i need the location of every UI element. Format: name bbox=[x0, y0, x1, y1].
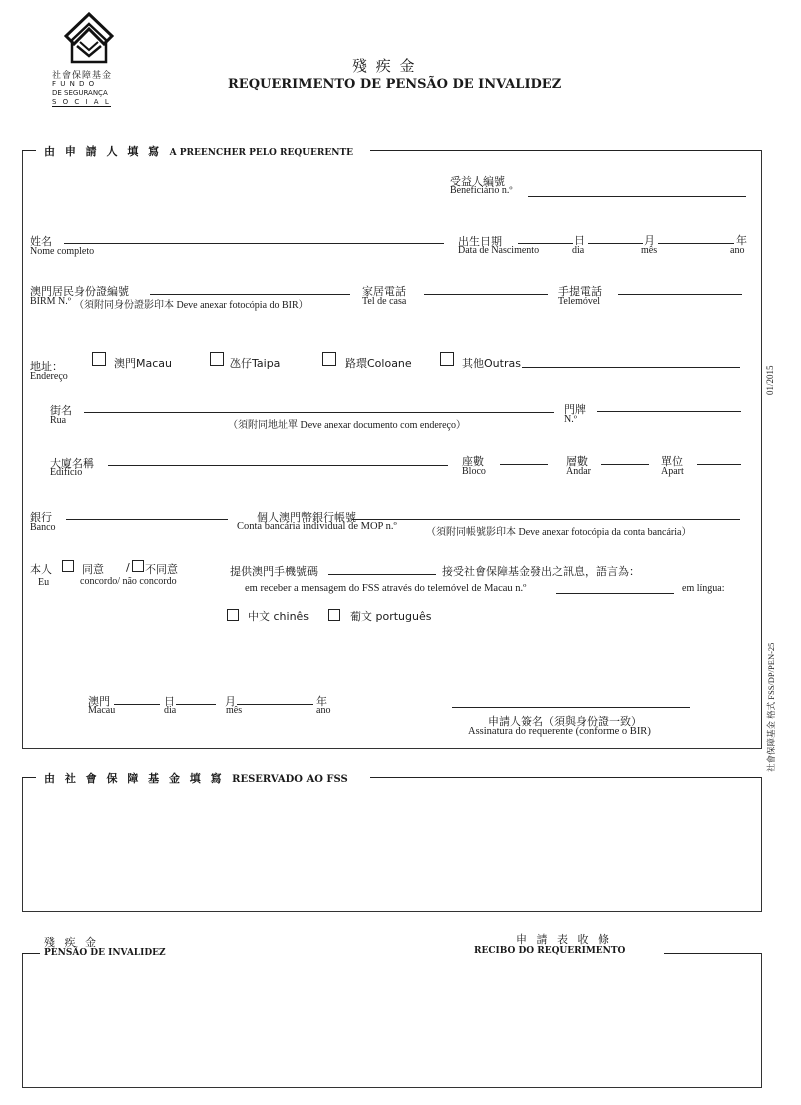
checkbox-others[interactable] bbox=[440, 352, 454, 366]
sms-label-pt-1: em receber a mensagem do FSS através do telemóvel de Macau n.º bbox=[245, 583, 527, 594]
page-title-zh: 殘 疾 金 bbox=[352, 57, 417, 75]
door-label-zh: 門牌 bbox=[564, 403, 586, 416]
logo-pt-3: S O C I A L bbox=[52, 98, 111, 106]
form-version: 01/2015 bbox=[765, 365, 775, 395]
street-note: （須附同地址單 Deve anexar documento com endereço） bbox=[228, 420, 466, 431]
dob-label-zh: 出生日期 bbox=[458, 235, 502, 248]
floor-label-pt: Andar bbox=[566, 466, 591, 477]
others-field[interactable] bbox=[522, 367, 740, 368]
section-receipt-topline bbox=[22, 953, 40, 954]
receipt-title-pt-right: RECIBO DO REQUERIMENTO bbox=[474, 946, 626, 956]
mobile-label-zh: 手提電話 bbox=[558, 285, 602, 298]
dob-label-pt: Data de Nascimento bbox=[458, 245, 540, 256]
home-tel-label-zh: 家居電話 bbox=[362, 285, 406, 298]
section-applicant-title-zh: 由 申 請 人 填 寫 bbox=[44, 145, 163, 158]
sign-month-pt: mês bbox=[226, 705, 243, 716]
logo-zh: 社會保障基金 bbox=[52, 71, 113, 81]
bank-label-pt: Banco bbox=[30, 522, 56, 533]
street-label-zh: 街名 bbox=[50, 404, 72, 417]
signature-field[interactable] bbox=[452, 707, 690, 708]
form-code: 社會保障基金 格式 FSS/DP/PEN-25 bbox=[766, 642, 776, 772]
section-applicant-topline-2 bbox=[370, 150, 761, 151]
page-title-pt: REQUERIMENTO DE PENSÃO DE INVALIDEZ bbox=[228, 77, 562, 92]
lang-portuguese-label: 葡文 português bbox=[350, 610, 432, 623]
sms-label-zh-1: 提供澳門手機號碼 bbox=[230, 565, 318, 578]
birm-field[interactable] bbox=[150, 294, 350, 295]
option-macau-label: 澳門Macau bbox=[114, 357, 172, 370]
building-label-pt: Edifício bbox=[50, 467, 83, 478]
section-fss-topline-2 bbox=[370, 777, 761, 778]
dob-year-pt: ano bbox=[730, 245, 745, 256]
section-receipt-topline-2 bbox=[664, 953, 761, 954]
lang-chinese-checkbox[interactable] bbox=[227, 609, 239, 621]
logo-pt-1: F U N D O bbox=[52, 80, 96, 88]
beneficiary-label-pt: Beneficiário n.º bbox=[450, 185, 513, 196]
home-tel-field[interactable] bbox=[424, 294, 548, 295]
sms-phone-zh-field[interactable] bbox=[328, 574, 436, 575]
dob-year-zh: 年 bbox=[736, 234, 747, 247]
option-taipa-label: 氹仔Taipa bbox=[230, 357, 281, 370]
street-label-pt: Rua bbox=[50, 415, 67, 426]
sign-month-zh: 月 bbox=[225, 695, 236, 708]
sign-day-zh: 日 bbox=[164, 695, 175, 708]
section-applicant-topline bbox=[22, 150, 36, 151]
apart-field[interactable] bbox=[697, 464, 741, 465]
door-label-pt: N.º bbox=[564, 414, 577, 425]
dob-day-field[interactable] bbox=[518, 243, 573, 244]
section-receipt-box[interactable] bbox=[22, 953, 762, 1088]
fss-logo bbox=[52, 12, 132, 112]
consent-agree-checkbox[interactable] bbox=[62, 560, 74, 572]
block-label-pt: Bloco bbox=[462, 466, 486, 477]
dob-day-pt: dia bbox=[572, 245, 585, 256]
address-label-pt: Endereço bbox=[30, 371, 68, 382]
section-fss-topline bbox=[22, 777, 36, 778]
receipt-title-pt-left: PENSÃO DE INVALIDEZ bbox=[44, 948, 166, 958]
option-coloane-label: 路環Coloane bbox=[345, 357, 412, 370]
sign-year-pt: ano bbox=[316, 705, 331, 716]
block-label-zh: 座數 bbox=[462, 455, 484, 468]
sign-year-zh: 年 bbox=[316, 695, 327, 708]
dob-year-field[interactable] bbox=[658, 243, 734, 244]
checkbox-coloane[interactable] bbox=[322, 352, 336, 366]
sign-day-pt: dia bbox=[164, 705, 177, 716]
floor-label-zh: 層數 bbox=[566, 455, 588, 468]
mobile-field[interactable] bbox=[618, 294, 742, 295]
dob-month-zh: 月 bbox=[644, 234, 655, 247]
fss-logo-icon bbox=[64, 12, 114, 64]
sms-label-pt-2: em língua: bbox=[682, 583, 725, 594]
section-fss-title-zh: 由 社 會 保 障 基 金 填 寫 bbox=[44, 772, 225, 785]
dob-day-zh: 日 bbox=[574, 234, 585, 247]
name-field[interactable] bbox=[64, 243, 444, 244]
checkbox-taipa[interactable] bbox=[210, 352, 224, 366]
receipt-title-zh-left: 殘 疾 金 bbox=[44, 936, 99, 949]
address-label-zh: 地址： bbox=[30, 360, 63, 373]
home-tel-label-pt: Tel de casa bbox=[362, 296, 407, 307]
dob-month-field[interactable] bbox=[588, 243, 643, 244]
door-field[interactable] bbox=[597, 411, 741, 412]
consent-disagree-checkbox[interactable] bbox=[132, 560, 144, 572]
building-label-zh: 大廈名稱 bbox=[50, 457, 94, 470]
birm-label-pt: BIRM N.º bbox=[30, 296, 71, 307]
birm-note: （須附同身份證影印本 Deve anexar fotocópia do BIR） bbox=[74, 300, 309, 311]
option-others-label: 其他Outras bbox=[462, 357, 521, 370]
section-applicant-title-pt: A PREENCHER PELO REQUERENTE bbox=[169, 148, 354, 158]
account-field[interactable] bbox=[352, 519, 740, 520]
consent-eu-zh: 本人 bbox=[30, 563, 52, 576]
name-label-pt: Nome completo bbox=[30, 246, 95, 257]
logo-pt-2: DE SEGURANÇA bbox=[52, 89, 108, 97]
lang-portuguese-checkbox[interactable] bbox=[328, 609, 340, 621]
sign-date-field-2[interactable] bbox=[176, 704, 216, 705]
sign-date-field-3[interactable] bbox=[237, 704, 313, 705]
bank-field[interactable] bbox=[66, 519, 228, 520]
receipt-title-zh-right: 申 請 表 收 條 bbox=[516, 933, 612, 946]
consent-disagree-zh: 不同意 bbox=[145, 563, 178, 576]
signature-label-pt: Assinatura do requerente (conforme o BIR) bbox=[468, 726, 651, 737]
account-note: （須附同帳號影印本 Deve anexar fotocópia da conta bancária） bbox=[426, 527, 692, 538]
consent-agree-zh: 同意 bbox=[82, 563, 104, 576]
section-applicant-title bbox=[40, 143, 357, 159]
apart-label-zh: 單位 bbox=[661, 455, 683, 468]
street-field[interactable] bbox=[84, 412, 554, 413]
name-label-zh: 姓名 bbox=[30, 235, 52, 248]
sign-date-field-1[interactable] bbox=[114, 704, 160, 705]
sign-place-zh: 澳門 bbox=[88, 695, 110, 708]
block-field[interactable] bbox=[500, 464, 548, 465]
section-fss-title bbox=[40, 770, 352, 786]
lang-chinese-label: 中文 chinês bbox=[248, 610, 310, 623]
consent-slash: / bbox=[126, 561, 130, 574]
beneficiary-field[interactable] bbox=[528, 196, 746, 197]
section-fss-box[interactable] bbox=[22, 777, 762, 912]
sign-place-pt: Macau bbox=[88, 705, 116, 716]
apart-label-pt: Apart bbox=[661, 466, 684, 477]
mobile-label-pt: Telemóvel bbox=[558, 296, 601, 307]
floor-field[interactable] bbox=[601, 464, 649, 465]
birm-label-zh: 澳門居民身份證編號 bbox=[30, 285, 129, 298]
signature-label-zh: 申請人簽名（須與身份證一致） bbox=[488, 715, 642, 728]
sms-label-zh-2: 接受社會保障基金發出之訊息，語言為： bbox=[442, 565, 640, 578]
dob-month-pt: mês bbox=[641, 245, 658, 256]
account-label-zh: 個人澳門幣銀行帳號 bbox=[257, 511, 356, 524]
checkbox-macau[interactable] bbox=[92, 352, 106, 366]
section-fss-title-pt: RESERVADO AO FSS bbox=[232, 774, 348, 785]
bank-label-zh: 銀行 bbox=[30, 511, 52, 524]
consent-agree-pt: concordo/ não concordo bbox=[80, 576, 177, 587]
sms-phone-field[interactable] bbox=[556, 593, 674, 594]
beneficiary-label-zh: 受益人編號 bbox=[450, 175, 505, 188]
consent-eu-pt: Eu bbox=[38, 577, 50, 588]
building-field[interactable] bbox=[108, 465, 448, 466]
account-label-pt: Conta bancária individual de MOP n.º bbox=[237, 521, 397, 532]
